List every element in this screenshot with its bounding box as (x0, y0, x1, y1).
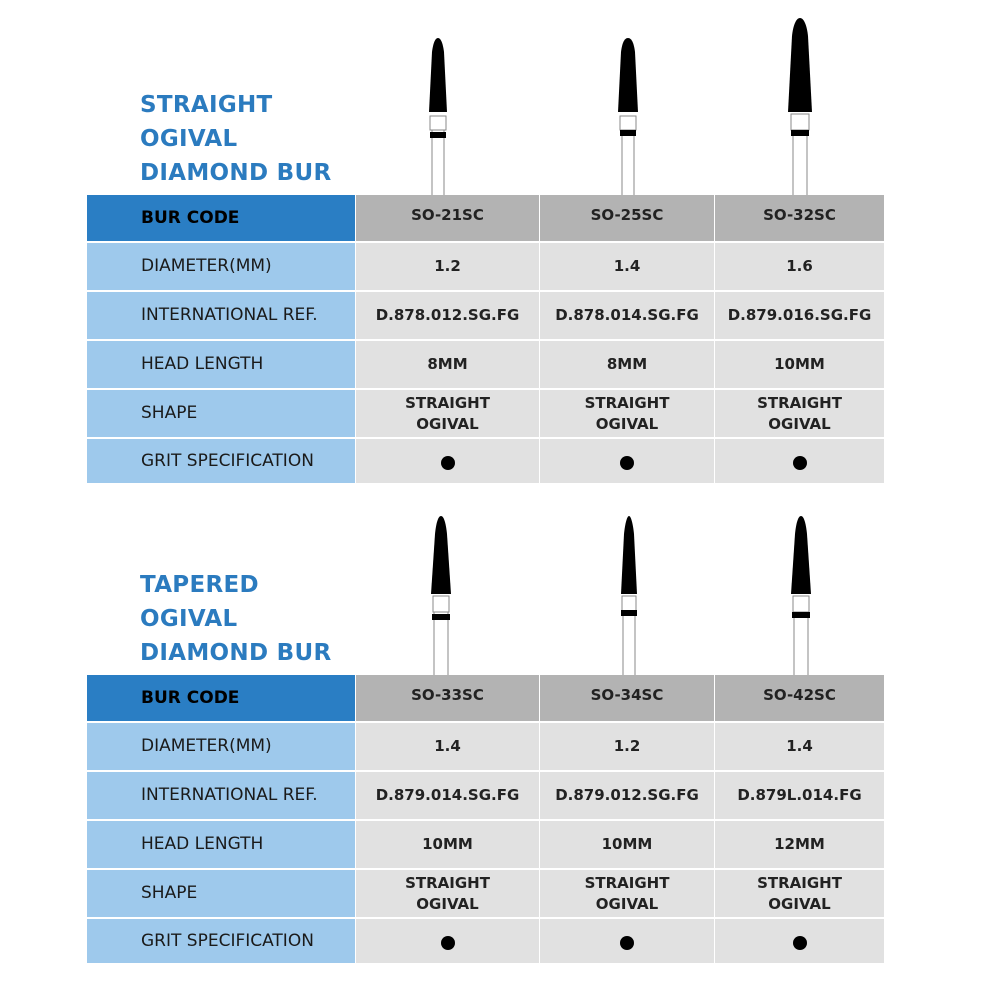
grit-cell (356, 919, 540, 963)
row-label: HEAD LENGTH (87, 341, 356, 390)
black-dot-icon (620, 936, 634, 950)
ref-cell: D.879L.014.FG (715, 772, 884, 821)
row-label: DIAMETER(MM) (87, 723, 356, 772)
table-row-diameter (87, 243, 884, 292)
black-dot-icon (441, 456, 455, 470)
ref-cell: D.879.016.SG.FG (715, 292, 884, 341)
grit-cell (715, 439, 884, 483)
table-row-international-ref (87, 292, 884, 341)
title-line: DIAMOND BUR (140, 160, 332, 186)
diameter-cell: 1.4 (715, 723, 884, 772)
diameter-cell: 1.6 (715, 243, 884, 292)
row-label: SHAPE (87, 390, 356, 439)
bur-code-cell: SO-42SC (715, 675, 884, 723)
black-dot-icon (620, 456, 634, 470)
head-length-cell: 10MM (540, 821, 715, 870)
shape-line: OGIVAL (416, 414, 479, 433)
row-label: HEAD LENGTH (87, 821, 356, 870)
straight-ogival-section (0, 0, 1000, 480)
shape-line: STRAIGHT (757, 393, 842, 412)
head-length-cell: 12MM (715, 821, 884, 870)
head-length-cell: 10MM (715, 341, 884, 390)
head-length-cell: 8MM (540, 341, 715, 390)
tapered-ogival-section (0, 480, 1000, 960)
bur-image-so-33sc (426, 516, 456, 680)
shape-cell (540, 390, 715, 439)
shape-line: OGIVAL (416, 894, 479, 913)
row-label: INTERNATIONAL REF. (87, 292, 356, 341)
bur-code-cell: SO-25SC (540, 195, 715, 243)
section-title (140, 88, 331, 190)
shape-line: OGIVAL (768, 414, 831, 433)
grit-cell (540, 919, 715, 963)
table-row-head-length (87, 821, 884, 870)
row-label: DIAMETER(MM) (87, 243, 356, 292)
grit-cell (356, 439, 540, 483)
section-title (140, 568, 331, 670)
shape-line: STRAIGHT (757, 873, 842, 892)
diameter-cell: 1.2 (540, 723, 715, 772)
bur-code-cell: SO-33SC (356, 675, 540, 723)
row-label: GRIT SPECIFICATION (87, 439, 356, 483)
shape-cell (715, 390, 884, 439)
table-row-grit (87, 439, 884, 483)
bur-image-so-34sc (616, 516, 642, 680)
table-row-shape (87, 870, 884, 919)
grit-cell (715, 919, 884, 963)
table-row-bur-code (87, 675, 884, 723)
diameter-cell: 1.2 (356, 243, 540, 292)
shape-line: OGIVAL (595, 414, 659, 433)
title-line: TAPERED (140, 572, 259, 598)
bur-image-so-32sc (784, 18, 816, 198)
head-length-cell: 8MM (356, 341, 540, 390)
spec-table (87, 675, 884, 963)
table-row-shape (87, 390, 884, 439)
table-row-diameter (87, 723, 884, 772)
table-row-international-ref (87, 772, 884, 821)
bur-image-so-21sc (424, 38, 452, 198)
shape-cell (356, 870, 540, 919)
grit-cell (540, 439, 715, 483)
table-row-bur-code (87, 195, 884, 243)
diameter-cell: 1.4 (540, 243, 715, 292)
ref-cell: D.879.014.SG.FG (356, 772, 540, 821)
shape-line: OGIVAL (595, 894, 659, 913)
row-label: BUR CODE (87, 675, 356, 723)
ref-cell: D.878.014.SG.FG (540, 292, 715, 341)
shape-line: STRAIGHT (405, 393, 490, 412)
black-dot-icon (793, 936, 807, 950)
row-label: BUR CODE (87, 195, 356, 243)
bur-code-cell: SO-21SC (356, 195, 540, 243)
shape-line: OGIVAL (768, 894, 831, 913)
shape-line: STRAIGHT (405, 873, 490, 892)
table-row-grit (87, 919, 884, 963)
row-label: GRIT SPECIFICATION (87, 919, 356, 963)
ref-cell: D.879.012.SG.FG (540, 772, 715, 821)
bur-code-cell: SO-34SC (540, 675, 715, 723)
shape-line: STRAIGHT (584, 873, 670, 892)
head-length-cell: 10MM (356, 821, 540, 870)
bur-image-so-25sc (614, 38, 642, 198)
title-line: OGIVAL (140, 606, 238, 632)
title-line: OGIVAL (140, 126, 238, 152)
black-dot-icon (441, 936, 455, 950)
bur-image-so-42sc (786, 516, 816, 680)
shape-cell (356, 390, 540, 439)
black-dot-icon (793, 456, 807, 470)
bur-code-cell: SO-32SC (715, 195, 884, 243)
title-line: STRAIGHT (140, 92, 273, 118)
shape-line: STRAIGHT (584, 393, 670, 412)
table-row-head-length (87, 341, 884, 390)
shape-cell (540, 870, 715, 919)
row-label: INTERNATIONAL REF. (87, 772, 356, 821)
shape-cell (715, 870, 884, 919)
row-label: SHAPE (87, 870, 356, 919)
title-line: DIAMOND BUR (140, 640, 332, 666)
diameter-cell: 1.4 (356, 723, 540, 772)
spec-table (87, 195, 884, 483)
ref-cell: D.878.012.SG.FG (356, 292, 540, 341)
